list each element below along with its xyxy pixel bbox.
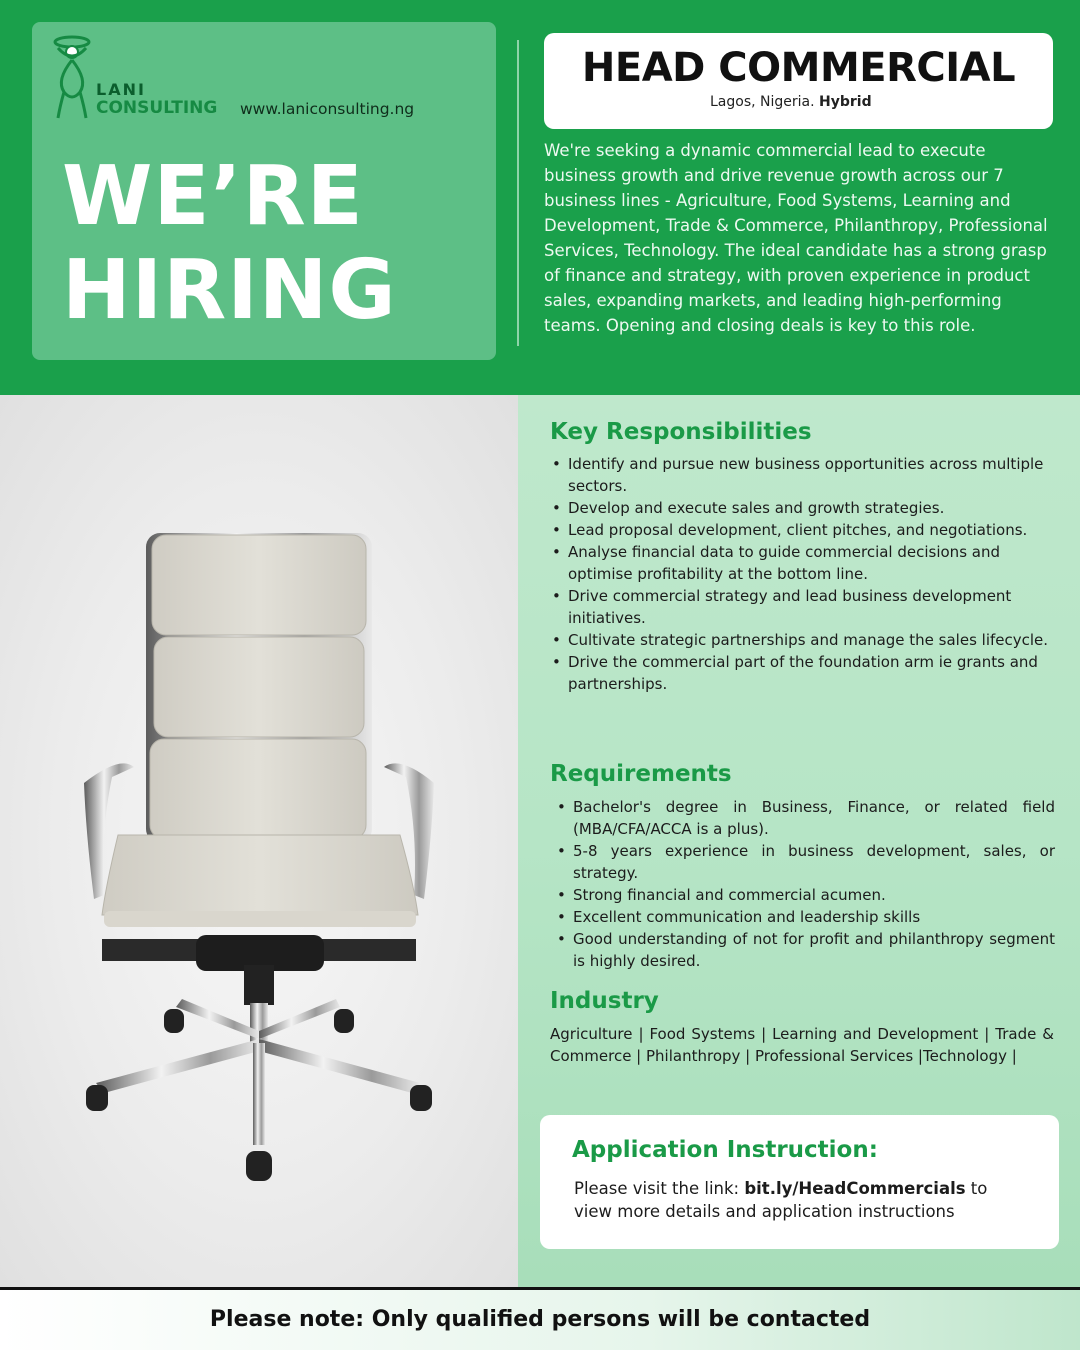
industry-list: Agriculture | Food Systems | Learning and Development | Trade & Commerce | Philanthropy | Professional Services |Technology | bbox=[550, 1025, 1054, 1065]
list-item: • 5-8 years experience in business development, sales, or strategy. bbox=[555, 840, 1055, 884]
application-heading: Application Instruction: bbox=[572, 1137, 878, 1163]
list-item: • Analyse financial data to guide commercial decisions and optimise profitability at the bottom line. bbox=[550, 541, 1060, 585]
hiring-headline: WE’RE HIRING bbox=[62, 149, 397, 338]
application-card bbox=[540, 1115, 1059, 1249]
list-item: • Drive commercial strategy and lead business development initiatives. bbox=[550, 585, 1060, 629]
top-banner bbox=[0, 0, 1080, 395]
vertical-divider bbox=[517, 40, 519, 346]
requirements-list bbox=[555, 796, 1055, 972]
list-item: • Excellent communication and leadership skills bbox=[555, 906, 1055, 928]
requirements-heading: Requirements bbox=[550, 761, 732, 787]
list-item: • Bachelor's degree in Business, Finance, or related field (MBA/CFA/ACCA is a plus). bbox=[555, 796, 1055, 840]
list-item: • Cultivate strategic partnerships and manage the sales lifecycle. bbox=[550, 629, 1060, 651]
list-item: • Develop and execute sales and growth strategies. bbox=[550, 497, 1060, 519]
job-summary: We're seeking a dynamic commercial lead to execute business growth and drive revenue growth across our 7 business lines - Agriculture, Food Systems, Learning and Development, Trade & Commerce, Philanthropy, Professional Services, Technology. The ideal candidate has a strong grasp of finance and strategy, with proven experience in product sales, expanding markets, and leading high-performing teams. Opening and closing deals is key to this role. bbox=[544, 141, 1048, 335]
job-location-city: Lagos, Nigeria. bbox=[710, 94, 815, 110]
industry-heading: Industry bbox=[550, 988, 659, 1014]
list-item: • Lead proposal development, client pitches, and negotiations. bbox=[550, 519, 1060, 541]
chair-illustration bbox=[0, 395, 518, 1287]
application-link[interactable]: bit.ly/HeadCommercials bbox=[744, 1179, 966, 1198]
responsibilities-list bbox=[550, 453, 1060, 695]
application-text bbox=[574, 1177, 1024, 1223]
job-title: HEAD COMMERCIAL bbox=[581, 45, 1016, 91]
application-suffix: to view more details and application instructions bbox=[574, 1179, 988, 1221]
job-title-card bbox=[544, 33, 1053, 129]
job-work-mode: Hybrid bbox=[819, 94, 872, 110]
office-chair-image bbox=[0, 395, 518, 1287]
responsibilities-heading: Key Responsibilities bbox=[550, 419, 812, 445]
list-item: • Drive the commercial part of the foundation arm ie grants and partnerships. bbox=[550, 651, 1060, 695]
brand-name-line2: CONSULTING bbox=[96, 98, 218, 118]
hiring-card bbox=[32, 22, 496, 360]
job-location bbox=[710, 94, 872, 110]
details-panel bbox=[518, 395, 1080, 1287]
website-link[interactable]: www.laniconsulting.ng bbox=[240, 100, 415, 118]
brand-name-line1: LANI bbox=[96, 80, 146, 99]
list-item: • Strong financial and commercial acumen. bbox=[555, 884, 1055, 906]
footer-bar bbox=[0, 1287, 1080, 1350]
application-prefix: Please visit the link: bbox=[574, 1179, 745, 1198]
list-item: • Good understanding of not for profit and philanthropy segment is highly desired. bbox=[555, 928, 1055, 972]
list-item: • Identify and pursue new business opportunities across multiple sectors. bbox=[550, 453, 1060, 497]
footer-note: Please note: Only qualified persons will be contacted bbox=[209, 1307, 871, 1332]
